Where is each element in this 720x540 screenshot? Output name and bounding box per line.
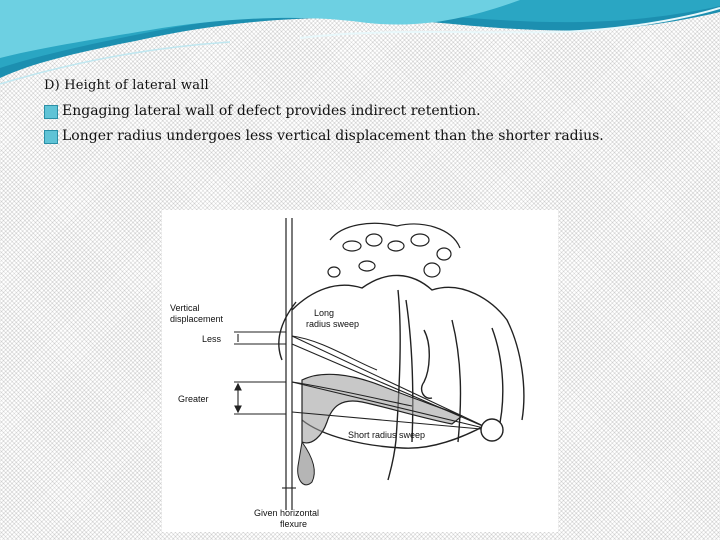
anatomical-diagram — [162, 210, 558, 532]
label-vertical: Vertical — [170, 303, 200, 313]
sinus-cells — [328, 223, 460, 277]
bullet-item — [44, 103, 684, 119]
diagram-svg — [162, 210, 558, 532]
bullet-square-icon — [44, 130, 58, 144]
slide-text — [44, 78, 684, 153]
bullet-square-icon — [44, 105, 58, 119]
label-displacement: displacement — [170, 314, 224, 324]
label-long-radius-2: radius sweep — [306, 319, 360, 329]
label-long-radius-1: Long — [314, 308, 335, 318]
label-less: Less — [202, 334, 222, 344]
label-greater: Greater — [178, 394, 209, 404]
teeth-outline — [298, 442, 315, 485]
bullet-text: Engaging lateral wall of defect provides indirect retention. — [62, 103, 481, 119]
bullet-text: Longer radius undergoes less vertical displacement than the shorter radius. — [62, 128, 604, 144]
header-wave-banner — [0, 0, 720, 90]
displacement-markers — [234, 332, 296, 488]
fulcrum-circle — [481, 419, 503, 441]
bullet-item — [44, 128, 684, 144]
label-short-radius: Short radius sweep — [348, 430, 426, 440]
label-horizontal-1: Given horizontal — [254, 508, 320, 518]
label-horizontal-2: flexure — [280, 519, 308, 529]
slide-heading: D) Height of lateral wall — [44, 78, 209, 93]
